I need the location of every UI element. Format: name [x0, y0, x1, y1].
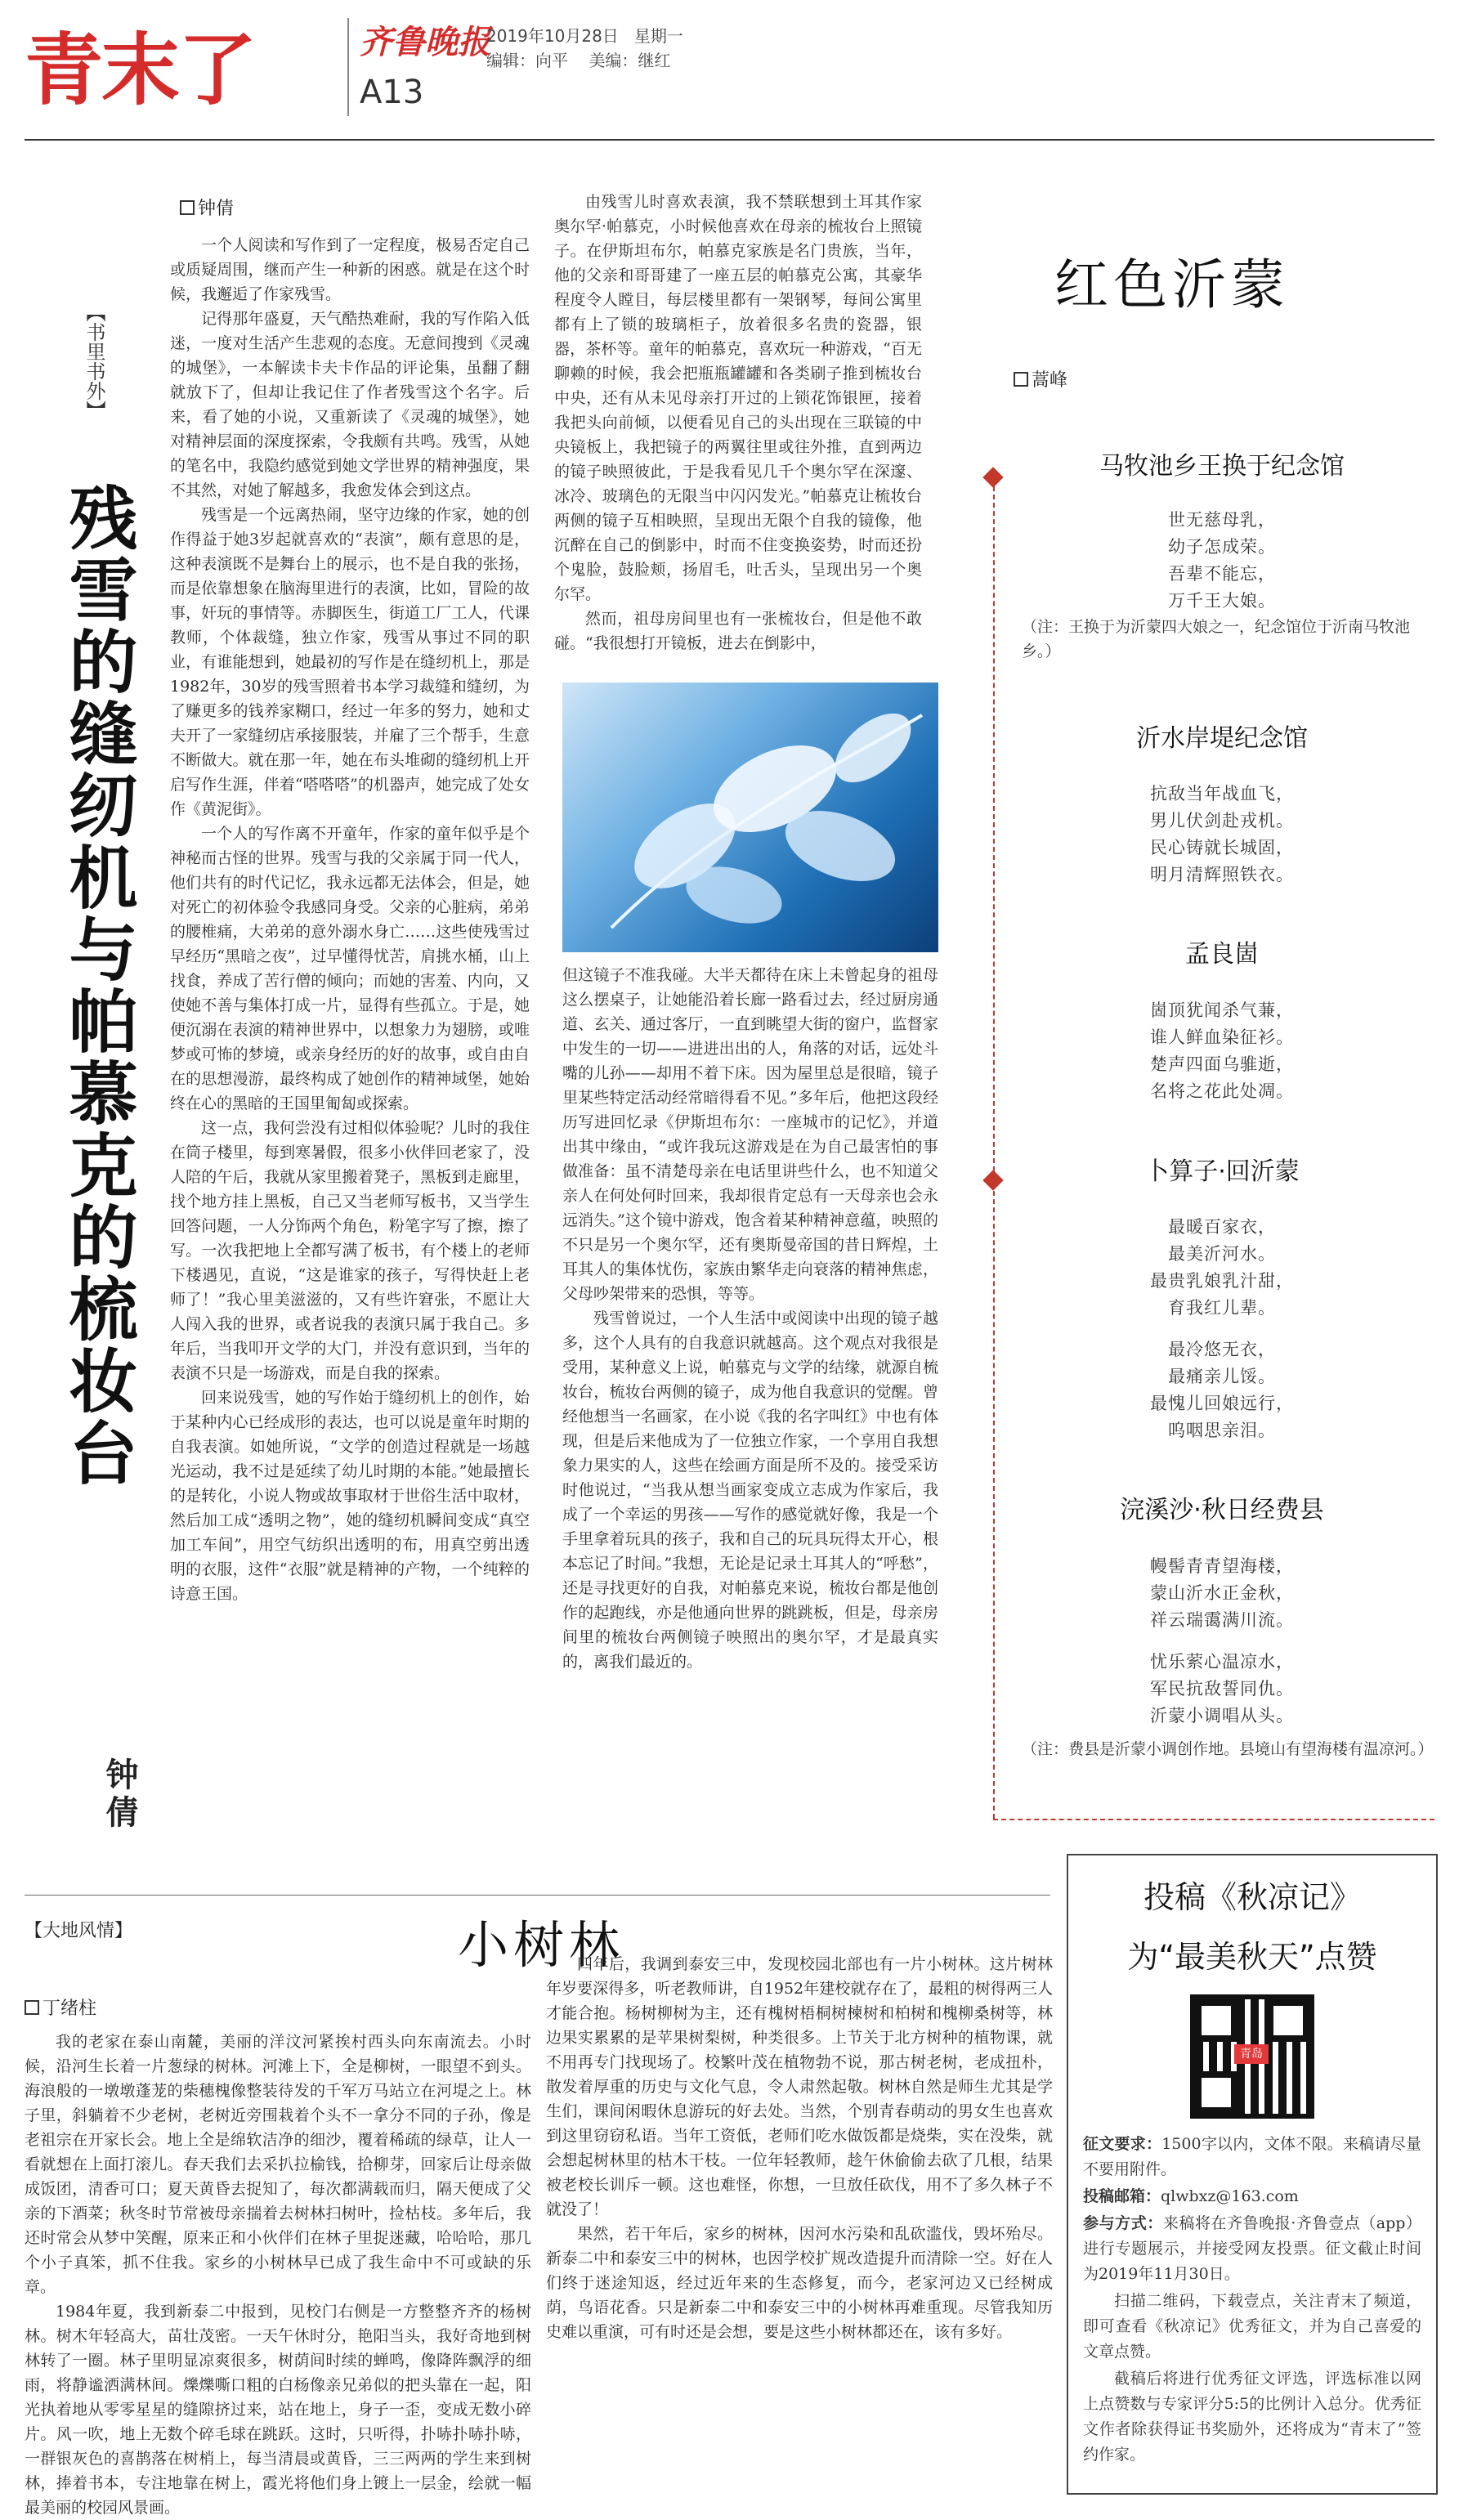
article1-col2-bottom: 但这镜子不准我碰。大半天都待在床上未曾起身的祖母这么摆桌子，让她能沿着长廊一路看过去，经过厨房通道、玄关、通过客厅，一直到眺望大街的窗户，监督家中发生的一切——进进出出的人，角落的对话，远处斗嘴的儿孙——却用不着下床。因为屋里总是很暗，镜子里某些特定活动经常暗得看不见。”多年后，他把这段经历写进回忆录《伊斯坦布尔：一座城市的记忆》，并道出其中缘由，“或许我玩这游戏是在为自己最害怕的事做准备：虽不清楚母亲在电话里讲些什么，也不知道父亲人在何处何时回来，我却很肯定总有一天母亲也会永远消失。”这个镜中游戏，饱含着某种精神意蕴，映照的不只是另一个奥尔罕，还有奥斯曼帝国的昔日辉煌，土耳其人的集体忧伤，家族由繁华走向衰落的精神焦虑，父母吵架带来的恐惧，等等。 残雪曾说过，一个人生活中或阅读中出现的镜子越多，这个人具有的自我意识就越高。这个观点对我很是受用，某种意义上说，帕慕克与文学的结缘，就源自梳妆台，梳妆台两侧的镜子，成为他自我意识的觉醒。曾经他想当一名画家，在小说《我的名字叫红》中也有体现，但是后来他成为了一位独立作家，一个享用自我想象力果实的人，这些在绘画方面是所不及的。接受采访时他说过，“当我从想当画家变成立志成为作家后，我成了一个幸运的男孩——写作的感觉就好像，我是一个手里拿着玩具的孩子，我和自己的玩具玩得太开心，根本忘记了时间。”我想，无论是记录土耳其人的“呼愁”，还是寻找更好的自我，对帕慕克来说，梳妆台都是他创作的起跑线，亦是他通向世界的跳跳板，但是，母亲房间里的梳妆台两侧镜子映照出的奥尔罕，才是最真实的，离我们最近的。 — [562, 966, 938, 1671]
poem3-body: 崮顶犹闻杀气蒹， 谁人鲜血染征衫。 楚声四面乌骓逝， 名将之花此处凋。 — [1150, 1000, 1294, 1101]
article3-title: 小树林 — [458, 1915, 625, 1975]
article3-col2: 四年后，我调到泰安三中，发现校园北部也有一片小树林。这片树林年岁要深得多，听老教师讲，自1952年建校就存在了，最粗的树得两三人才能合抱。杨树柳树为主，还有槐树梧桐树楝树和柏树和槐柳桑树等，林边果实累累的是苹果树梨树，种类很多。上节关于北方树种的植物课，就不用再专门找现场了。校繁叶茂在植物勃不说，那古树老树，老成扭朴，散发着厚重的历史与文化气息，令人肃然起敬。树林自然是师生尤其是学生们，课间闲暇休息游玩的好去处。当然，个别青春萌动的男女生也喜欢到这里窃窃私语。当年工资低，老师们吃水做饭都是烧柴，实在没柴，就会想起树林里的枯木干枝。一位年轻教师，趁午休偷偷去砍了几根，结果被老校长训斥一顿。这也难怪，你想，一旦放任砍伐，用不了多久林子不就没了！ 果然，若干年后，家乡的树林，因河水污染和乱砍滥伐，毁坏殆尽。新泰二中和泰安三中的树林，也因学校扩规改造提升而清除一空。好在人们终于迷途知返，经过近年来的生态修复，而今，老家河边又已经树成荫，鸟语花香。只是新泰二中和泰安三中的小树林再难重现。尽管我知历史难以重演，可有时还是会想，要是这些小树林都还在，该有多好。 — [546, 1955, 1053, 2341]
poem1-body: 世无慈母乳， 幼子怎成荣。 吾辈不能忘， 万千王大娘。 — [1168, 510, 1276, 611]
article1-title: 残雪的缝纫机与帕慕克的梳妆台 — [58, 482, 138, 1489]
article1-col1: 一个人阅读和写作到了一定程度，极易否定自己或质疑周围，继而产生一种新的困惑。就是在这个时候，我邂逅了作家残雪。 记得那年盛夏，天气酷热难耐，我的写作陷入低迷，一度对生活产生悲观的态度。无意间搜到《灵魂的城堡》，一本解读卡夫卡作品的评论集，虽翻了翻就放下了，但却让我记住了作者残雪这个名字。后来，看了她的小说，又重新读了《灵魂的城堡》，她对精神层面的深度探索，令我颇有共鸣。残雪，从她的笔名中，我隐约感觉到她文学世界的精神强度，果不其然，对她了解越多，我愈发体会到这点。 残雪是一个远离热闹，坚守边缘的作家，她的创作得益于她3岁起就喜欢的“表演”，颇有意思的是，这种表演既不是舞台上的展示，也不是自我的张扬，而是依靠想象在脑海里进行的表演，比如，冒险的故事，奸玩的事情等。赤脚医生，街道工厂工人，代课教师，个体裁缝，独立作家，残雪从事过不同的职业，有谁能想到，她最初的写作是在缝纫机上，那是1982年，30岁的残雪照着书本学习裁缝和缝纫，为了赚更多的钱养家糊口，经过一年多的努力，她和丈夫开了一家缝纫店承接服装，并雇了三个帮手，生意不断做大。就在那一年，她在布头堆砌的缝纫机上开启写作生涯，伴着“嗒嗒嗒”的机器声，她完成了处女作《黄泥街》。 一个人的写作离不开童年，作家的童年似乎是个神秘而古怪的世界。残雪与我的父亲属于同一代人，他们共有的时代记忆，我永远都无法体会，但是，她对死亡的初体验令我感同身受。父亲的心脏病，弟弟的腰椎痛，大弟弟的意外溺水身亡……这些使残雪过早经历“黑暗之夜”，过早懂得忧苦，肩挑水桶，山上找食，养成了苦行僧的倾向；而她的害羞、内向，又使她不善与集体打成一片，显得有些孤立。于是，她便沉溺在表演的精神世界中，以想象力为翅膀，或唯梦或可怖的梦境，或亲身经历的好的故事，或自由自在的思想漫游，最终构成了她创作的精神域堡，她始终在心的黑暗的王国里匍匐或探索。 这一点，我何尝没有过相似体验呢？儿时的我住在筒子楼里，每到寒暑假，很多小伙伴回老家了，没人陪的午后，我就从家里搬着凳子，黑板到走廊里，找个地方挂上黑板，自己又当老师写板书，又当学生回答问题，一人分饰两个角色，粉笔字写了擦，擦了写。一次我把地上全都写满了板书，有个楼上的老师下楼遇见，直说，“这是谁家的孩子，写得快赶上老师了！”我心里美滋滋的，又有些许窘张，不愿让大人闯入我的世界，或者说我的表演只属于我自己。多年后，当我叩开文学的大门，并没有意识到，当年的表演不只是一场游戏，而是自我的探索。 回来说残雪，她的写作始于缝纫机上的创作，始于某种内心已经成形的表达，也可以说是童年时期的自我表演。如她所说，“文学的创造过程就是一场越光运动，我不过是延续了幼儿时期的本能。”她最擅长的是转化，小说人物或故事取材于世俗生活中取材，然后加工成“透明之物”，她的缝纫机瞬间变成“真空加工车间”，用空气纺织出透明的布，用真空剪出透明的衣服，这件“衣服”就是精神的产物，一个纯粹的诗意王国。 — [170, 236, 530, 1603]
article1-byline: 钟倩 — [180, 195, 234, 220]
frost-leaves-image — [562, 683, 938, 952]
article1-col2-top: 由残雪儿时喜欢表演，我不禁联想到土耳其作家奥尔罕·帕慕克，小时候他喜欢在母亲的梳妆台上照镜子。在伊斯坦布尔，帕慕克家族是名门贵族，当年，他的父亲和哥哥建了一座五层的帕慕克公寓，其豪华程度令人瞠目，每层楼里都有一架钢琴，每间公寓里都有上了锁的玻璃柜子，放着很多名贵的瓷器，银器，茶杯等。童年的帕慕克，喜欢玩一种游戏，“百无聊赖的时候，我会把瓶瓶罐罐和各类刷子推到梳妆台中央，还有从未见母亲打开过的上锁花饰银匣，接着我把头向前倾，以便看见自己的头出现在三联镜的中央镜板上，我把镜子的两翼往里或往外推，直到两边的镜子映照彼此，于是我看见几千个奥尔罕在深邃、冰冷、玻璃色的无限当中闪闪发光。”帕慕克让梳妆台两侧的镜子互相映照，呈现出无限个自我的镜像，他沉醉在自己的倒影中，时而不住变换姿势，时而还扮个鬼脸，鼓脸颊，扬眉毛，吐舌头，呈现出另一个奥尔罕。 然而，祖母房间里也有一张梳妆台，但是他不敢碰。“我很想打开镜板，进去在倒影中， — [554, 193, 922, 652]
qr-logo: 青岛 — [1234, 2044, 1269, 2064]
article2-title: 红色沂蒙 — [1054, 253, 1290, 316]
qr-code[interactable] — [1190, 1994, 1314, 2119]
date-line — [486, 23, 683, 47]
diamond-marker — [982, 1170, 1003, 1190]
article2-byline: 蒿峰 — [1014, 366, 1067, 392]
article3-byline: 丁绪柱 — [25, 1994, 96, 2020]
date: 2019年10月28日 — [486, 26, 619, 46]
poem1-note: （注：王换于为沂蒙四大娘之一，纪念馆位于沂南马牧池乡。） — [1022, 618, 1411, 660]
designer: 美编：继红 — [589, 51, 671, 70]
poem2-body: 抗敌当年战血飞， 男儿伏剑赴戎机。 民心铸就长城固， 明月清辉照铁衣。 — [1150, 784, 1294, 884]
poem1-title: 马牧池乡王换于纪念馆 — [1099, 452, 1345, 481]
poem2-title: 沂水岸堤纪念馆 — [1136, 724, 1308, 753]
poem5-note: （注：费县是沂蒙小调创作地。县境山有望海楼有温凉河。） — [1022, 1740, 1434, 1758]
poem-dashed-line — [993, 478, 995, 1819]
poem5-title: 浣溪沙·秋日经费县 — [1120, 1496, 1324, 1524]
promo-email[interactable]: qlwbxz@163.com — [1161, 2187, 1299, 2205]
poem4-body: 最暖百家衣， 最美沂河水。 最贵乳娘乳汁甜， 育我红儿辈。 最冷悠无衣， 最痛亲儿馁。 最愧儿回娘远行， 呜咽思亲泪。 — [1150, 1217, 1294, 1440]
poem5-body: 幔髻青青望海楼， 蒙山沂水正金秋， 祥云瑞霭满川流。 忧乐萦心温凉水， 军民抗敌誓同仇。 沂蒙小调唱从头。 — [1150, 1556, 1294, 1726]
editor: 编辑：向平 — [486, 51, 568, 70]
article3-column: 【大地风情】 — [25, 1921, 133, 1941]
paper-name: 齐鲁晚报 — [360, 23, 490, 61]
article1-vertical-author: 钟倩 — [101, 1757, 138, 1833]
poem4-title: 卜算子·回沂蒙 — [1144, 1157, 1300, 1186]
masthead-divider — [347, 18, 349, 116]
poem-dashed-bottom — [993, 1819, 1434, 1820]
page-number: A13 — [360, 74, 424, 111]
article3-col1: 我的老家在泰山南麓，美丽的洋汶河紧挨村西头向东南流去。小时候，沿河生长着一片葱绿的树林。河滩上下，全是柳树，一眼望不到头。海浪般的一墩墩蓬茏的柴穗槐像整装待发的千军万马站立在河堤之上。林子里，斜躺着不少老树，老树近旁围栽着个头不一拿分不同的子孙，像是老祖宗在开家长会。地上全是绵软洁净的细沙，覆着稀疏的绿草，让人一看就想在上面打滚儿。春天我们去采扒拉榆钱，拾柳芽，回家后让母亲做成饭团，清香可口；夏天黄昏去捉知了，每次都满载而归，隔天便成了父亲的下酒菜；秋冬时节常被母亲揣着去树林扫树叶，捡枯枝。多年后，我还时常会从梦中笑醒，原来正和小伙伴们在林子里捉迷藏，哈哈哈，那几个小子真笨，抓不住我。家乡的小树林早已成了我生命中不可或缺的乐章。 1984年夏，我到新泰二中报到，见校门右侧是一方整整齐齐的杨树林。树木年轻高大，苗壮茂密。一天午休时分，艳阳当头，我好奇地到树林转了一圈。林子里明显凉爽很多，树荫间时续的蝉鸣，像降阵飘浮的细雨，将静谧洒满林间。爍爍嘶口粗的白杨像亲兄弟似的把头靠在一起，阳光执着地从零零星星的缝隙挤过来，站在地上，身子一歪，变成无数小碎片。风一吹，地上无数个碎毛球在跳跃。这时，只听得，扑哧扑哧扑哧，一群银灰色的喜鹊落在树梢上，每当清晨或黄昏，三三两两的学生来到树林，捧着书本，专注地靠在树上，霞光将他们身上镀上一层金，绘就一幅最美丽的校园风景画。 — [25, 2033, 531, 2517]
section-divider — [25, 1895, 1050, 1896]
weekday: 星期一 — [633, 26, 683, 46]
section-title: 青末了 — [25, 25, 255, 116]
diamond-marker — [982, 467, 1003, 487]
poem3-title: 孟良崮 — [1185, 940, 1259, 969]
masthead-rule — [25, 139, 1434, 141]
leaf-illustration — [562, 683, 938, 952]
promo-title-2: 为“最美秋天”点赞 — [1127, 1939, 1377, 1975]
column-label: 【书里书外】 — [83, 302, 105, 420]
credits-line — [486, 47, 670, 71]
promo-details: 征文要求：1500字以内，文体不限。来稿请尽量不要用附件。 投稿邮箱：qlwbxz@163.com 参与方式：来稿将在齐鲁晚报·齐鲁壹点（app）进行专题展示，并接受网友投票。征文截止时间为2019年11月30日。 扫描二维码，下载壹点，关注青末了频道，即可查看《秋凉记》优秀征文，并为自己喜爱的文章点赞。 截稿后将进行优秀征文评选，评选标准以网上点赞数与专家评分5:5的比例计入总分。优秀征文作者除获得证书奖励外，还将成为“青末了”签约作家。 — [1083, 2135, 1421, 2464]
promo-title-1: 投稿《秋凉记》 — [1143, 1879, 1361, 1915]
submission-promo-box — [1067, 1854, 1438, 2495]
